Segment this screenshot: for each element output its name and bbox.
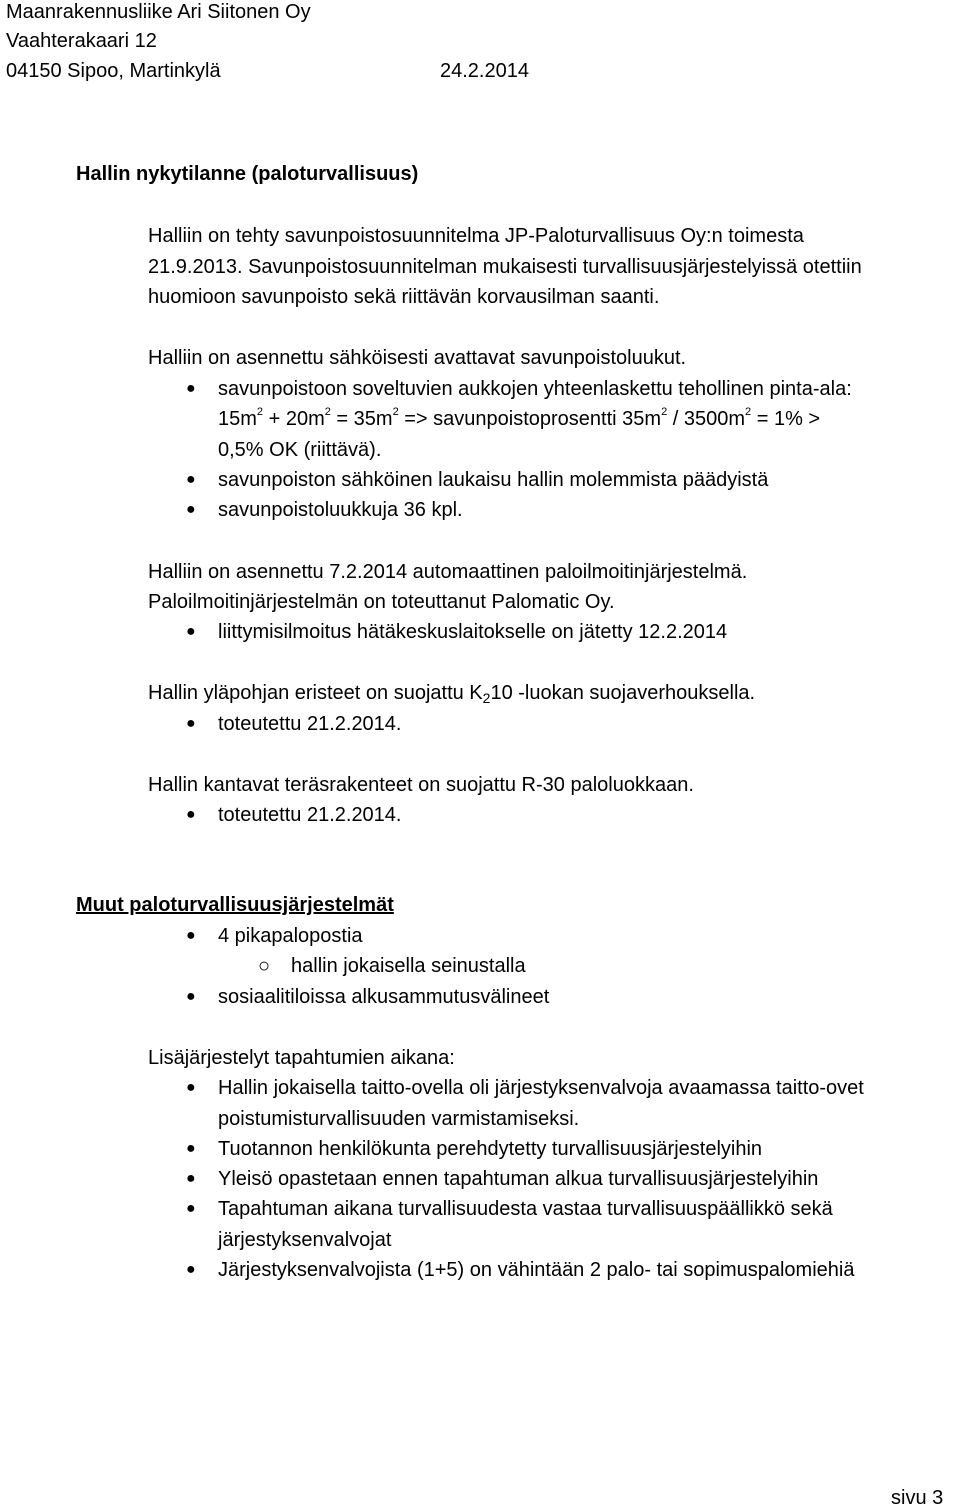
bullet-icon: ● xyxy=(186,1200,196,1217)
bullet-icon: ● xyxy=(186,380,196,397)
subheading-event-arrangements: Lisäjärjestelyt tapahtumien aikana: xyxy=(148,1047,455,1069)
paragraph-roof-insulation: Hallin yläpohjan eristeet on suojattu $K_210$ -luokan suojaverhouksella. xyxy=(148,682,756,706)
list-item: Tapahtuman aikana turvallisuudesta vastaa turvallisuuspäällikkö sekä xyxy=(218,1198,833,1220)
list-item: Järjestyksenvalvojista (1+5) on vähintään 2 palo- tai sopimuspalomiehiä xyxy=(218,1259,855,1281)
bullet-icon: ● xyxy=(186,988,196,1005)
bullet-text: liittymisilmoitus hätäkeskuslaitokselle on jätetty 12.2.2014 xyxy=(218,621,728,643)
list-item: Hallin jokaisella taitto-ovella oli järjestyksenvalvoja avaamassa taitto-ovet xyxy=(218,1077,864,1099)
bullet-icon: ● xyxy=(186,471,196,488)
bullet-text: sosiaalitiloissa alkusammutusvälineet xyxy=(218,986,550,1008)
hollow-bullet-icon: ○ xyxy=(258,955,271,977)
paragraph-line: huomioon savunpoisto sekä riittävän korvausilman saanti. xyxy=(148,286,660,308)
bullet-icon: ● xyxy=(186,927,196,944)
section-heading-current-status: Hallin nykytilanne (paloturvallisuus) xyxy=(76,163,419,185)
document-date: 24.2.2014 xyxy=(440,60,529,82)
list-item-continued: poistumisturvallisuuden varmistamiseksi. xyxy=(218,1108,580,1130)
bullet-text: toteutettu 21.2.2014. xyxy=(218,713,402,735)
paragraph-fire-alarm: Halliin on asennettu 7.2.2014 automaattinen paloilmoitinjärjestelmä. xyxy=(148,561,748,583)
bullet-text: savunpoistoluukkuja 36 kpl. xyxy=(218,499,463,521)
bullet-icon: ● xyxy=(186,806,196,823)
bullet-text: 4 pikapalopostia xyxy=(218,925,363,947)
list-item: Tuotannon henkilökunta perehdytetty turvallisuusjärjestelyihin xyxy=(218,1138,763,1160)
bullet-icon: ● xyxy=(186,1140,196,1157)
bullet-icon: ● xyxy=(186,1170,196,1187)
bullet-text-formula: $15m^2 + 20m^2 = 35m^2$ => savunpoistoprosentti $35m^2 / 3500m^2 = 1\%$ > xyxy=(218,406,821,430)
page-number: sivu 3 xyxy=(891,1487,944,1509)
paragraph-fire-alarm: Paloilmoitinjärjestelmän on toteuttanut Palomatic Oy. xyxy=(148,591,615,613)
paragraph-smoke-hatches: Halliin on asennettu sähköisesti avattavat savunpoistoluukut. xyxy=(148,347,687,369)
paragraph-line: Halliin on tehty savunpoistosuunnitelma JP-Paloturvallisuus Oy:n toimesta xyxy=(148,225,804,247)
paragraph-line: 21.9.2013. Savunpoistosuunnitelman mukaisesti turvallisuusjärjestelyissä otettiin xyxy=(148,256,862,278)
list-item-continued: järjestyksenvalvojat xyxy=(218,1229,392,1251)
bullet-icon: ● xyxy=(186,1079,196,1096)
bullet-text: savunpoistoon soveltuvien aukkojen yhteenlaskettu tehollinen pinta-ala: xyxy=(218,378,852,400)
subbullet-text: hallin jokaisella seinustalla xyxy=(291,955,526,977)
bullet-icon: ● xyxy=(186,623,196,640)
bullet-icon: ● xyxy=(186,501,196,518)
bullet-icon: ● xyxy=(186,1261,196,1278)
company-name: Maanrakennusliike Ari Siitonen Oy xyxy=(6,1,311,23)
bullet-text: toteutettu 21.2.2014. xyxy=(218,804,402,826)
list-item: Yleisö opastetaan ennen tapahtuman alkua turvallisuusjärjestelyihin xyxy=(218,1168,819,1190)
company-city: 04150 Sipoo, Martinkylä xyxy=(6,60,221,82)
paragraph-steel-structures: Hallin kantavat teräsrakenteet on suojattu R-30 paloluokkaan. xyxy=(148,774,694,796)
bullet-text: savunpoiston sähköinen laukaisu hallin molemmista päädyistä xyxy=(218,469,769,491)
company-street: Vaahterakaari 12 xyxy=(6,30,157,52)
bullet-icon: ● xyxy=(186,715,196,732)
section-heading-other-systems: Muut paloturvallisuusjärjestelmät xyxy=(76,894,394,916)
bullet-text: 0,5% OK (riittävä). xyxy=(218,439,382,461)
